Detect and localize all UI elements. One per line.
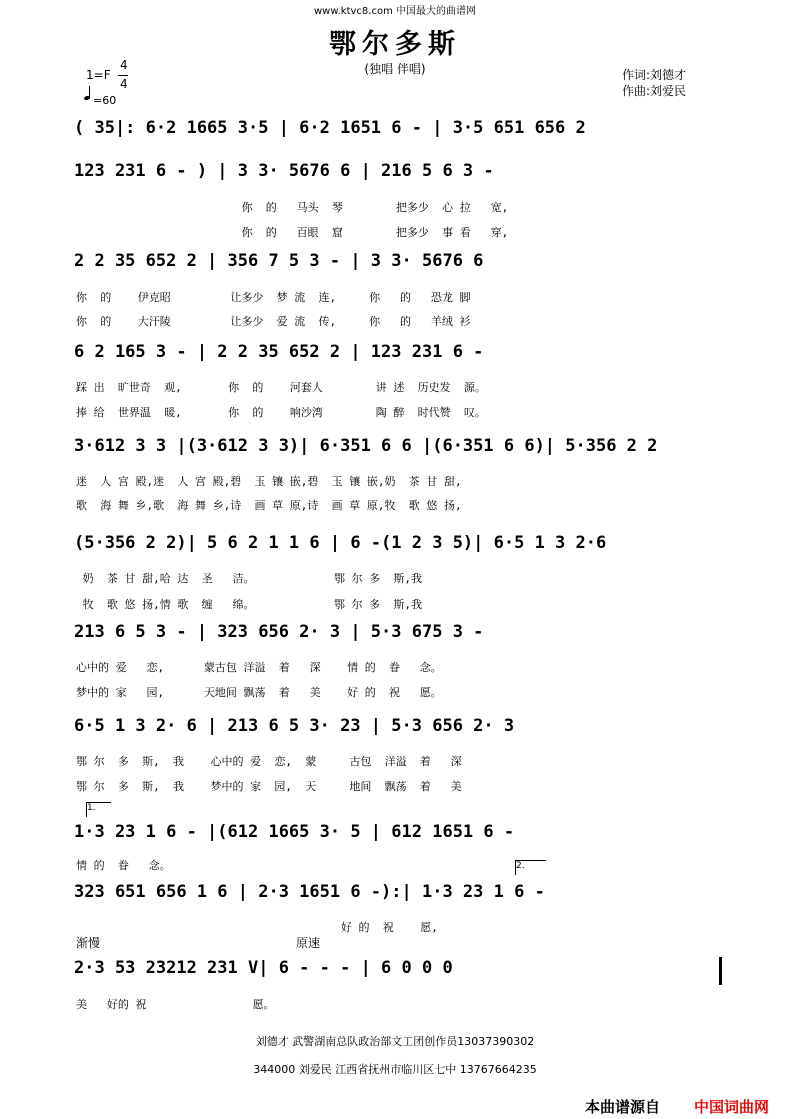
source-watermark-site: 中国词曲网	[694, 1098, 770, 1116]
tempo-marking: =60	[93, 94, 117, 107]
lyrics-line-2-verse-2: 你 的 百眼 窟 把多少 事 看 穿,	[76, 226, 509, 239]
lyrics-line-4-verse-2: 捧 给 世界温 暖, 你 的 响沙湾 陶 醉 时代赞 叹。	[76, 406, 486, 419]
time-signature-divider	[118, 75, 128, 76]
lyrics-line-10: 好 的 祝 愿,	[76, 921, 438, 934]
score-line-10: 323 651 656 1 6 | 2·3 1651 6 -):| 1·3 23 1 6 -	[74, 882, 545, 902]
site-header: www.ktvc8.com 中国最大的曲谱网	[313, 6, 476, 17]
lyrics-line-8-verse-2: 鄂 尔 多 斯, 我 梦中的 家 园, 天 地间 飘荡 着 美	[76, 780, 462, 793]
lyrics-line-7-verse-2: 梦中的 家 园, 天地间 飘荡 着 美 好 的 祝 愿。	[76, 686, 442, 699]
score-line-6: (5·356 2 2)| 5 6 2 1 1 6 | 6 -(1 2 3 5)| 6·5 1 3 2·6	[74, 533, 607, 553]
lyrics-line-3-verse-1: 你 的 伊克昭 让多少 梦 流 连, 你 的 恐龙 脚	[76, 291, 471, 304]
song-subtitle: (独唱 伴唱)	[364, 62, 426, 76]
score-line-1: ( 35|: 6·2 1665 3·5 | 6·2 1651 6 - | 3·5 651 656 2	[74, 118, 586, 138]
lyrics-line-2-verse-1: 你 的 马头 琴 把多少 心 拉 宽,	[76, 201, 509, 214]
score-line-9: 1·3 23 1 6 - |(612 1665 3· 5 | 612 1651 6 -	[74, 822, 515, 842]
lyrics-line-5-verse-1: 迷 人 宫 殿,迷 人 宫 殿,碧 玉 镶 嵌,碧 玉 镶 嵌,奶 茶 甘 甜,	[76, 475, 462, 488]
final-barline	[719, 957, 722, 985]
lyrics-line-6-verse-1: 奶 茶 甘 甜,哈 达 圣 洁。 鄂 尔 多 斯,我	[76, 572, 423, 585]
composer-credit: 作曲:刘爱民	[622, 84, 687, 98]
score-line-3: 2 2 35 652 2 | 356 7 5 3 - | 3 3· 5676 6	[74, 251, 484, 271]
second-ending-bracket: 2.	[515, 860, 546, 875]
lyrics-line-5-verse-2: 歌 海 舞 乡,歌 海 舞 乡,诗 画 草 原,诗 画 草 原,牧 歌 悠 扬,	[76, 499, 462, 512]
score-line-7: 213 6 5 3 - | 323 656 2· 3 | 5·3 675 3 -	[74, 622, 484, 642]
lyrics-line-6-verse-2: 牧 歌 悠 扬,情 歌 缠 绵。 鄂 尔 多 斯,我	[76, 598, 423, 611]
lyrics-line-7-verse-1: 心中的 爱 恋, 蒙古包 洋溢 着 深 情 的 眷 念。	[76, 661, 442, 674]
key-signature: 1=F	[86, 68, 111, 82]
lyrics-line-9: 情 的 眷 念。	[76, 859, 171, 872]
footer-composer-contact: 344000 刘爱民 江西省抚州市临川区七中 13767664235	[253, 1063, 537, 1076]
score-line-8: 6·5 1 3 2· 6 | 213 6 5 3· 23 | 5·3 656 2· 3	[74, 716, 515, 736]
time-signature-numerator: 4	[120, 58, 128, 72]
tempo-ritardando: 渐慢	[76, 936, 101, 950]
lyrics-line-11: 美 好的 祝 愿。	[76, 998, 275, 1011]
quarter-note-head-icon	[83, 95, 90, 101]
lyricist-credit: 作词:刘德才	[622, 68, 687, 82]
first-ending-bracket: 1.	[86, 802, 111, 817]
footer-lyricist-contact: 刘德才 武警湖南总队政治部文工团创作员13037390302	[255, 1035, 535, 1048]
lyrics-line-3-verse-2: 你 的 大汗陵 让多少 爱 流 传, 你 的 羊绒 衫	[76, 315, 471, 328]
song-title: 鄂尔多斯	[329, 29, 461, 60]
lyrics-line-4-verse-1: 踩 出 旷世奇 观, 你 的 河套人 讲 述 历史发 源。	[76, 381, 486, 394]
score-line-4: 6 2 165 3 - | 2 2 35 652 2 | 123 231 6 -	[74, 342, 484, 362]
score-line-11: 2·3 53 23212 231 V| 6 - - - | 6 0 0 0	[74, 958, 453, 978]
score-line-5: 3·612 3 3 |(3·612 3 3)| 6·351 6 6 |(6·351 6 6)| 5·356 2 2	[74, 436, 658, 456]
score-line-2: 123 231 6 - ) | 3 3· 5676 6 | 216 5 6 3 -	[74, 161, 494, 181]
source-watermark-label: 本曲谱源自	[585, 1098, 661, 1116]
time-signature-denominator: 4	[120, 77, 128, 91]
lyrics-line-8-verse-1: 鄂 尔 多 斯, 我 心中的 爱 恋, 蒙 古包 洋溢 着 深	[76, 755, 462, 768]
tempo-a-tempo: 原速	[296, 936, 321, 950]
